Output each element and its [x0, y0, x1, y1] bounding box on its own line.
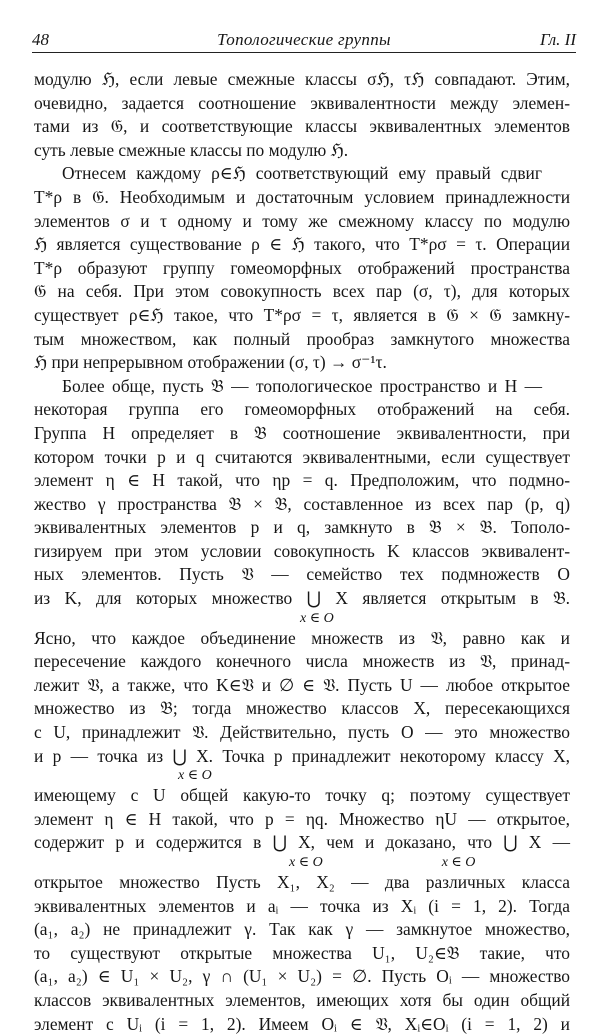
line-text: множество из 𝔅; тогда множество классов X, пересекающихся	[34, 698, 570, 719]
line-text: то существуют открытые множества U₁, U₂∈𝔅 такие, что	[34, 942, 570, 963]
line-text: ℌ при непрерывном отображении (σ, τ) → σ⁻¹τ.	[34, 352, 387, 373]
line-text: ℌ является существование ρ ∈ ℌ такого, что T*ρσ = τ. Операции	[34, 234, 570, 255]
subscript-line	[34, 611, 570, 627]
text-line	[34, 280, 570, 304]
text-line	[34, 918, 570, 942]
line-text: с U, принадлежит 𝔙. Действительно, пусть O — это множество	[34, 722, 570, 743]
text-line	[34, 587, 570, 611]
text-line	[34, 745, 570, 769]
text-line	[34, 540, 570, 564]
text-line	[34, 808, 570, 832]
text-line	[34, 493, 570, 517]
line-text: элемент η ∈ H такой, что ηp = q. Предположим, что подмно-	[34, 470, 570, 491]
chapter-label: Гл. II	[539, 30, 576, 49]
line-text: имеющему с U общей какую-то точку q; поэтому существует	[34, 785, 570, 806]
text-line	[34, 697, 570, 721]
text-line	[34, 398, 570, 422]
line-text: тым множеством, как полный прообраз замкнутого множества	[34, 328, 570, 349]
page-number: 48	[32, 30, 49, 49]
text-line	[34, 784, 570, 808]
text-line	[34, 831, 570, 855]
line-text: лежит 𝔙, а также, что K∈𝔙 и ∅ ∈ 𝔙. Пусть U — любое открытое	[34, 674, 570, 695]
line-text: x ∈ O x ∈ O	[289, 855, 476, 870]
line-text: x ∈ O	[178, 768, 212, 784]
body-text	[34, 68, 570, 1036]
line-text: гизируем при этом условии совокупность K классов эквивалент-	[34, 540, 570, 561]
line-text: тами из 𝔊, и соответствующие классы эквивалентных элементов	[34, 116, 570, 137]
text-line	[34, 115, 570, 139]
line-text: T*ρ в 𝔊. Необходимым и достаточным условием принадлежности	[34, 186, 570, 207]
line-text: x ∈ O	[300, 610, 334, 626]
line-text: котором точки p и q считаются эквивалентными, если существует	[34, 446, 570, 467]
line-text: модулю ℌ, если левые смежные классы σℌ, τℌ совпадают. Этим,	[34, 69, 570, 89]
text-line	[34, 1013, 570, 1036]
line-text: содержит p и содержится в ⋃ X, чем и доказано, что ⋃ X —	[34, 832, 570, 853]
line-text: эквивалентных элементов и aᵢ — точка из Xᵢ (i = 1, 2). Тогда	[34, 895, 570, 916]
running-header	[32, 26, 576, 53]
text-line	[34, 162, 570, 186]
text-line	[34, 871, 570, 895]
text-line	[34, 186, 570, 210]
text-line	[34, 721, 570, 745]
line-text: (a₁, a₂) не принадлежит γ. Так как γ — замкнутое множество,	[34, 919, 570, 940]
line-text: классов эквивалентных элементов, имеющих хотя бы один общий	[34, 989, 570, 1010]
text-line	[34, 139, 570, 163]
line-text: очевидно, задается соотношение эквивалентности между элемен-	[34, 92, 570, 113]
line-text: 𝔊 на себя. При этом совокупность всех пар (σ, τ), для которых	[34, 281, 570, 302]
line-text: жество γ пространства 𝔅 × 𝔅, составленное из всех пар (p, q)	[34, 493, 570, 514]
text-line	[34, 328, 570, 352]
line-text: элемент η ∈ H такой, что p = ηq. Множество ηU — открытое,	[34, 808, 570, 829]
line-text: Отнесем каждому ρ∈ℌ соответствующий ему правый сдвиг	[62, 163, 542, 184]
text-line	[34, 257, 570, 281]
line-text: пересечение каждого конечного числа множеств из 𝔙, принад-	[34, 651, 570, 672]
line-text: Ясно, что каждое объединение множеств из 𝔙, равно как и	[34, 627, 570, 648]
text-line	[34, 210, 570, 234]
line-text: элементов σ и τ одному и тому же смежному классу по модулю	[34, 210, 570, 231]
text-line	[34, 233, 570, 257]
text-line	[34, 650, 570, 674]
text-line	[34, 965, 570, 989]
text-line	[34, 627, 570, 651]
running-title: Топологические группы	[217, 30, 391, 49]
text-line	[34, 469, 570, 493]
line-text: суть левые смежные классы по модулю ℌ.	[34, 139, 349, 160]
line-text: T*ρ образуют группу гомеоморфных отображений пространства	[34, 257, 570, 278]
text-line	[34, 422, 570, 446]
text-line	[34, 674, 570, 698]
text-line	[34, 351, 570, 375]
line-text: ных элементов. Пусть 𝔙 — семейство тех подмножеств O	[34, 564, 570, 585]
line-text: элемент с Uᵢ (i = 1, 2). Имеем Oᵢ ∈ 𝔙, Xᵢ∈Oᵢ (i = 1, 2) и	[34, 1013, 570, 1034]
line-text: Группа H определяет в 𝔅 соотношение эквивалентности, при	[34, 422, 570, 443]
text-line	[34, 92, 570, 116]
text-line	[34, 989, 570, 1013]
text-line	[34, 446, 570, 470]
text-line	[34, 895, 570, 919]
subscript-line	[34, 855, 570, 871]
text-line	[34, 563, 570, 587]
line-text: Более обще, пусть 𝔅 — топологическое пространство и H —	[62, 375, 542, 396]
line-text: существует ρ∈ℌ такое, что T*ρσ = τ, является в 𝔊 × 𝔊 замкну-	[34, 304, 570, 325]
line-text: эквивалентных элементов p и q, замкнуто в 𝔅 × 𝔅. Тополо-	[34, 517, 570, 538]
text-line	[34, 375, 570, 399]
line-text: открытое множество Пусть X₁, X₂ — два различных класса	[34, 872, 570, 892]
text-line	[34, 68, 570, 92]
text-line	[34, 304, 570, 328]
line-text: (a₁, a₂) ∈ U₁ × U₂, γ ∩ (U₁ × U₂) = ∅. Пусть Oᵢ — множество	[34, 966, 570, 987]
subscript-line	[34, 768, 570, 784]
line-text: и p — точка из ⋃ X. Точка p принадлежит некоторому классу X,	[34, 745, 570, 766]
text-line	[34, 942, 570, 966]
line-text: некоторая группа его гомеоморфных отображений на себя.	[34, 399, 570, 420]
line-text: из K, для которых множество ⋃ X является открытым в 𝔅.	[34, 588, 570, 609]
text-line	[34, 516, 570, 540]
